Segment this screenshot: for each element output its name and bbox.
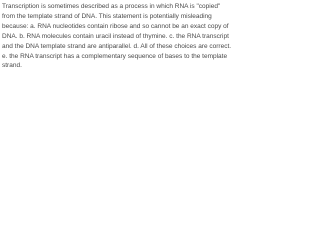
question-text: Transcription is sometimes described as a process in which RNA is "copied" from the template strand of DNA. This statement is potentially misleading because: a. RNA nucleotides contain ribose and so cannot be an exact copy of DNA. b. RNA molecules contain uracil instead of thymine. c. the RNA transcript and the DNA template strand are antiparallel. d. All of these choices are correct. e. the RNA transcript has a complementary sequence of bases to the template strand.	[2, 3, 232, 70]
document-page	[0, 0, 235, 88]
